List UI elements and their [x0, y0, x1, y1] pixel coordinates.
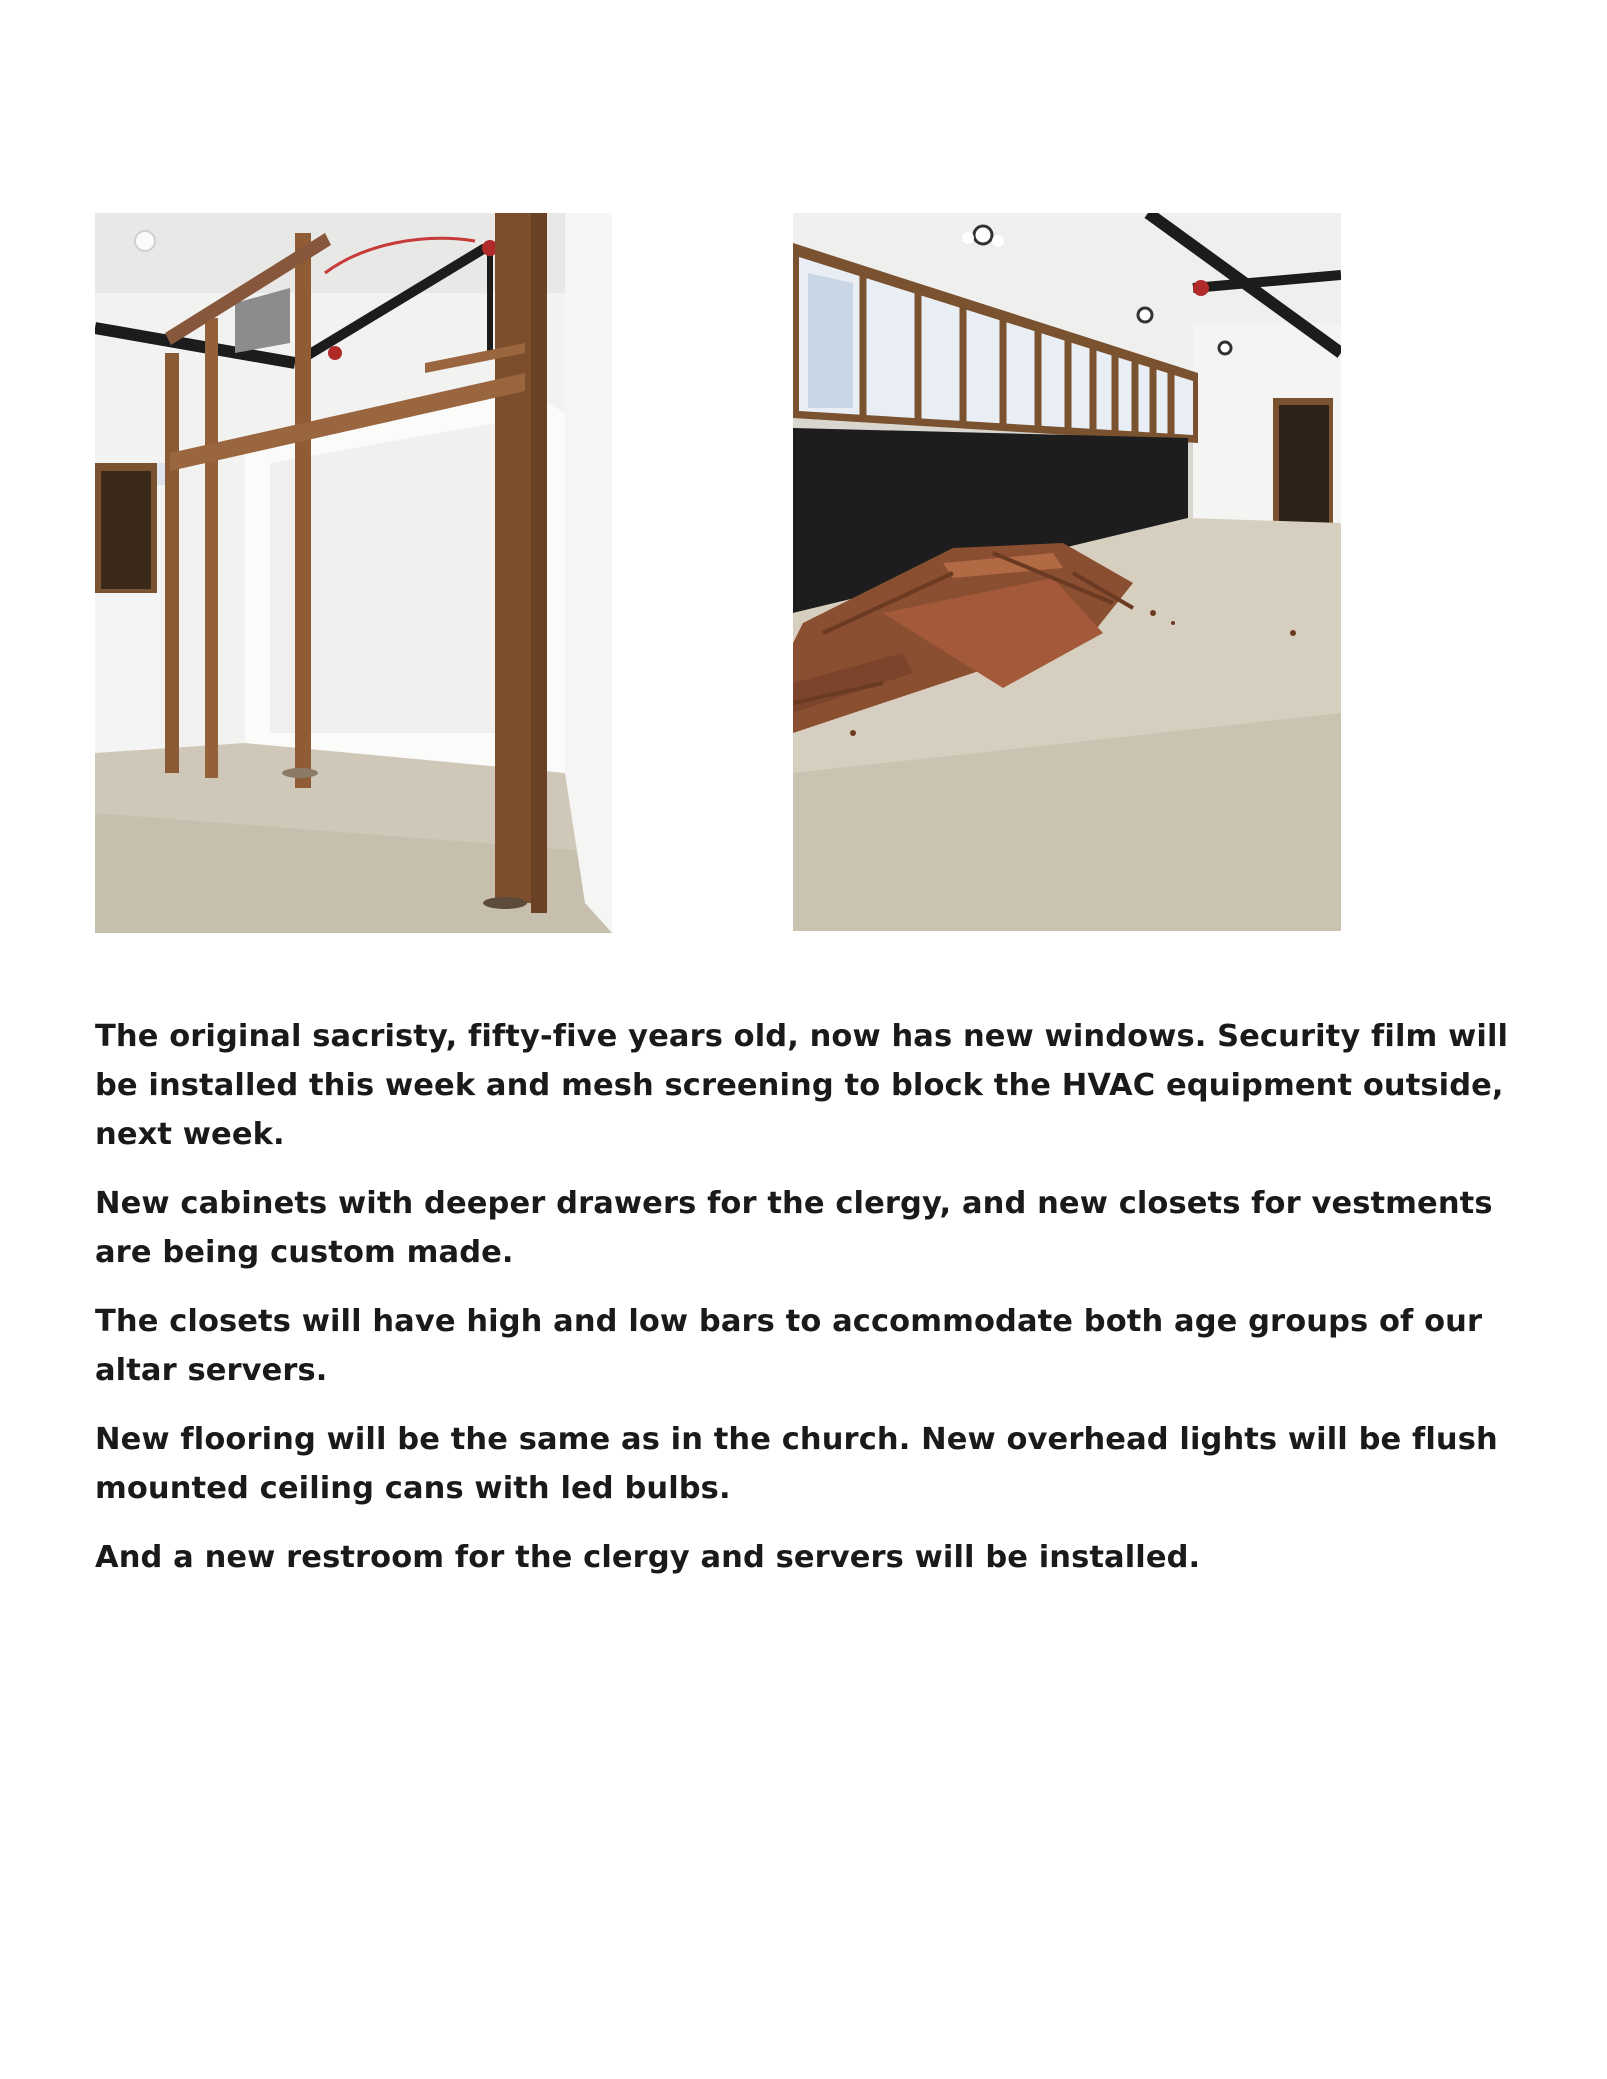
paragraph-cabinets: New cabinets with deeper drawers for the clergy, and new closets for vestments are being custom made. [95, 1186, 1493, 1270]
article-body [95, 1012, 1525, 1602]
closet-framing-image [95, 213, 612, 933]
photo-closet-framing [95, 213, 612, 933]
paragraph-windows: The original sacristy, fifty-five years old, now has new windows. Security film will be installed this week and mesh screening to block the HVAC equipment outside, next week. [95, 1019, 1509, 1152]
paragraph-restroom: And a new restroom for the clergy and servers will be installed. [95, 1540, 1201, 1575]
paragraph-closets: The closets will have high and low bars to accommodate both age groups of our altar servers. [95, 1304, 1483, 1388]
windows-debris-image [793, 213, 1341, 931]
photo-windows-debris [793, 213, 1341, 931]
paragraph-flooring-lights: New flooring will be the same as in the church. New overhead lights will be flush mounted ceiling cans with led bulbs. [95, 1422, 1498, 1506]
